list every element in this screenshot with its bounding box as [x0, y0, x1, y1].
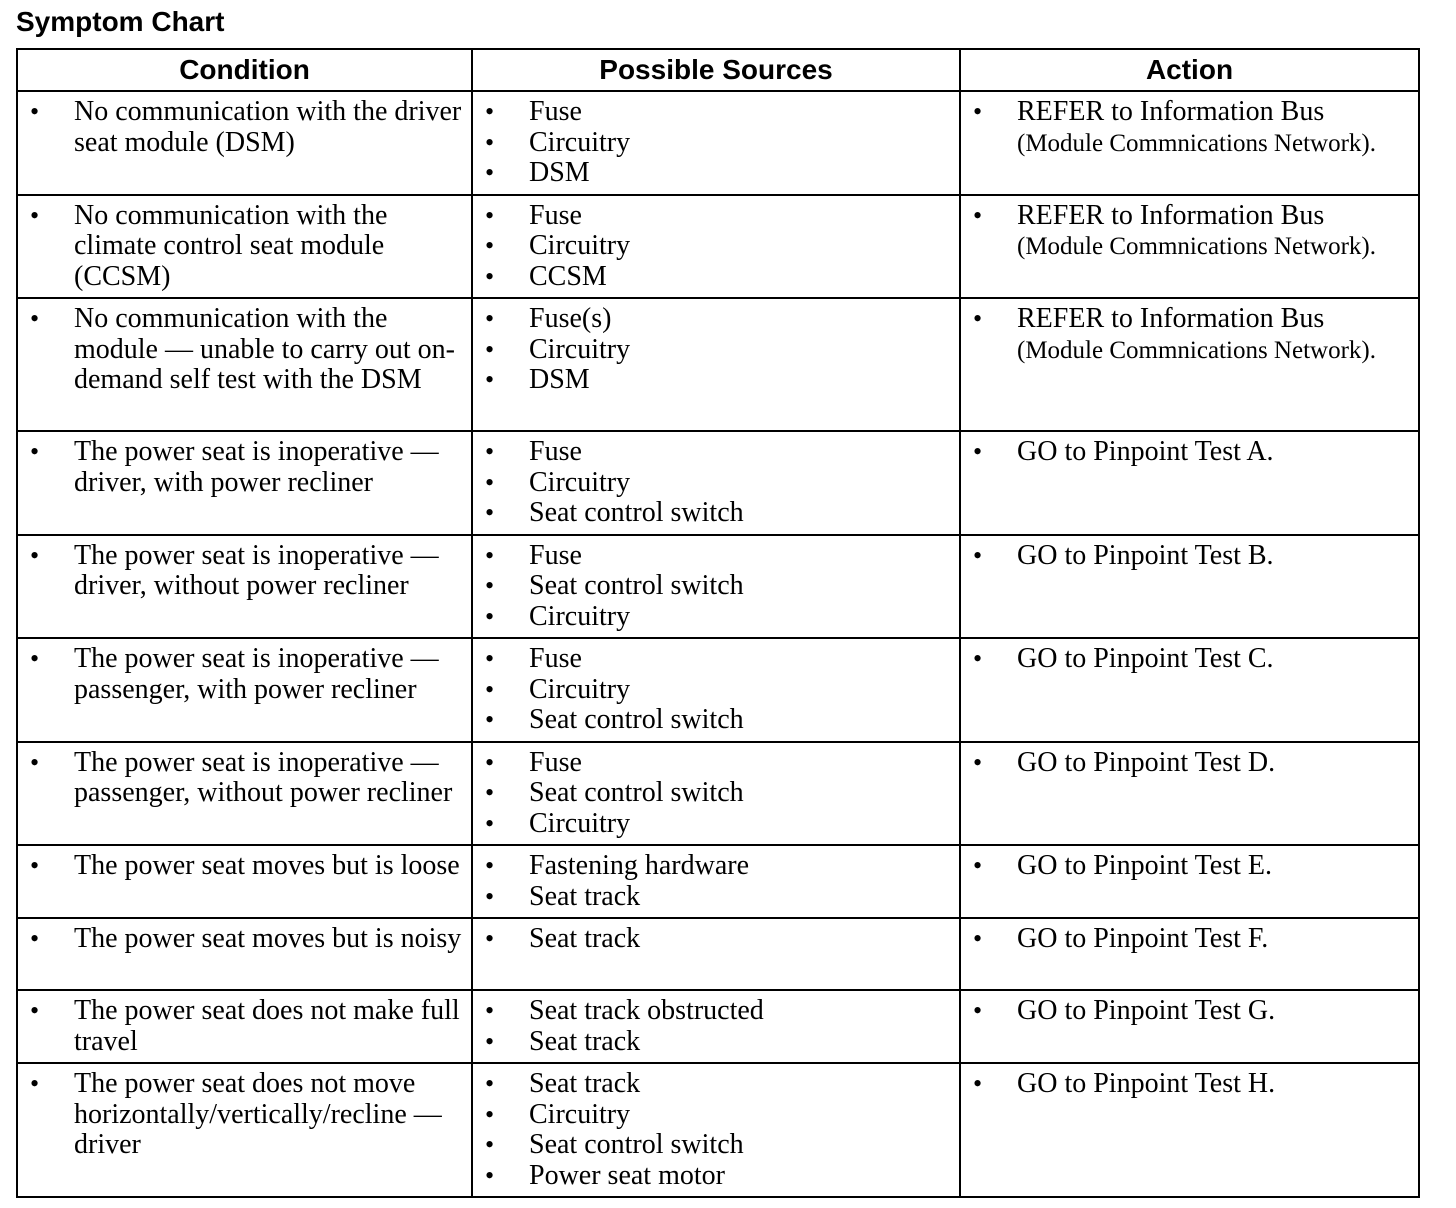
- source-item: • Fuse: [483, 541, 951, 572]
- condition-cell: [17, 1063, 472, 1197]
- condition-text: • The power seat is inoperative — passenger, without power recliner: [28, 748, 463, 809]
- source-item: • Fuse(s): [483, 304, 951, 335]
- condition-text: • No communication with the driver seat module (DSM): [28, 97, 463, 158]
- condition-cell: [17, 298, 472, 431]
- source-item: • Seat track: [483, 1027, 951, 1058]
- action-item: [971, 748, 1410, 779]
- source-item: • Seat control switch: [483, 778, 951, 809]
- action-item: [971, 437, 1410, 468]
- source-item: • Fuse: [483, 97, 951, 128]
- table-row: [17, 990, 1419, 1063]
- condition-cell: [17, 195, 472, 299]
- action-text: GO to Pinpoint Test B.: [1017, 539, 1274, 571]
- sources-cell: [472, 845, 960, 918]
- sources-cell: [472, 1063, 960, 1197]
- condition-text: • The power seat does not make full travel: [28, 996, 463, 1057]
- condition-text: • The power seat moves but is noisy: [28, 924, 463, 955]
- action-cell: [960, 918, 1419, 990]
- action-text: REFER to Information Bus: [1017, 303, 1325, 334]
- action-text: GO to Pinpoint Test G.: [1017, 995, 1276, 1026]
- action-text: GO to Pinpoint Test C.: [1017, 643, 1274, 674]
- table-row: [17, 1063, 1419, 1197]
- sources-cell: [472, 638, 960, 742]
- action-text: REFER to Information Bus: [1017, 96, 1325, 127]
- action-text: GO to Pinpoint Test E.: [1017, 850, 1272, 881]
- table-row: [17, 195, 1419, 299]
- source-item: • Fuse: [483, 748, 951, 779]
- source-item: • Seat track: [483, 1069, 951, 1100]
- action-cell: [960, 638, 1419, 742]
- condition-text: • The power seat does not move horizontally/vertically/recline — driver: [28, 1069, 463, 1161]
- action-item: [971, 996, 1410, 1027]
- source-item: • Seat track: [483, 882, 951, 913]
- table-row: [17, 298, 1419, 431]
- source-item: • Seat track obstructed: [483, 996, 951, 1027]
- table-row: [17, 431, 1419, 535]
- sources-cell: [472, 298, 960, 431]
- condition-cell: [17, 91, 472, 195]
- action-cell: [960, 431, 1419, 535]
- condition-text: • No communication with the climate control seat module (CCSM): [28, 201, 463, 293]
- table-row: [17, 918, 1419, 990]
- source-item: • Fuse: [483, 201, 951, 232]
- sources-cell: [472, 918, 960, 990]
- source-item: • Circuitry: [483, 809, 951, 840]
- header-action: Action: [960, 49, 1419, 91]
- action-cell: [960, 845, 1419, 918]
- action-cell: [960, 195, 1419, 299]
- condition-cell: [17, 535, 472, 639]
- table-row: [17, 91, 1419, 195]
- sources-cell: [472, 195, 960, 299]
- sources-cell: [472, 990, 960, 1063]
- source-item: • DSM: [483, 158, 951, 189]
- symptom-chart-table: [16, 48, 1420, 1198]
- sources-cell: [472, 742, 960, 846]
- header-possible-sources: Possible Sources: [472, 49, 960, 91]
- source-item: • Fuse: [483, 644, 951, 675]
- action-detail: (Module Commnications Network).: [1017, 336, 1376, 364]
- source-item: • Seat track: [483, 924, 951, 955]
- sources-cell: [472, 431, 960, 535]
- action-cell: [960, 91, 1419, 195]
- action-cell: [960, 298, 1419, 431]
- condition-cell: [17, 918, 472, 990]
- action-cell: [960, 1063, 1419, 1197]
- source-item: • Circuitry: [483, 231, 951, 262]
- action-item: [971, 201, 1410, 263]
- action-item: [971, 304, 1410, 366]
- action-item: [971, 644, 1410, 675]
- source-item: • Circuitry: [483, 128, 951, 159]
- source-item: • Seat control switch: [483, 1130, 951, 1161]
- action-detail: (Module Commnications Network).: [1017, 233, 1376, 260]
- condition-cell: [17, 638, 472, 742]
- source-item: • Circuitry: [483, 602, 951, 633]
- source-item: • Fastening hardware: [483, 851, 951, 882]
- condition-cell: [17, 845, 472, 918]
- table-row: [17, 742, 1419, 846]
- source-item: • DSM: [483, 365, 951, 396]
- table-row: [17, 845, 1419, 918]
- sources-cell: [472, 535, 960, 639]
- action-text: GO to Pinpoint Test D.: [1017, 746, 1276, 778]
- action-cell: [960, 990, 1419, 1063]
- condition-text: • The power seat moves but is loose: [28, 851, 463, 882]
- source-item: • Circuitry: [483, 468, 951, 499]
- source-item: • Circuitry: [483, 335, 951, 366]
- sources-cell: [472, 91, 960, 195]
- header-condition: Condition: [17, 49, 472, 91]
- action-item: [971, 924, 1410, 955]
- condition-text: • The power seat is inoperative — driver, without power recliner: [28, 541, 463, 602]
- action-item: [971, 1069, 1410, 1100]
- source-item: • Seat control switch: [483, 498, 951, 529]
- condition-cell: [17, 742, 472, 846]
- chart-title: Symptom Chart: [16, 6, 225, 37]
- table-row: [17, 535, 1419, 639]
- source-item: • Circuitry: [483, 675, 951, 706]
- action-detail: (Module Commnications Network).: [1017, 129, 1376, 157]
- source-item: • Seat control switch: [483, 705, 951, 736]
- condition-cell: [17, 431, 472, 535]
- condition-cell: [17, 990, 472, 1063]
- condition-text: • No communication with the module — unable to carry out on-demand self test with the DSM: [28, 304, 463, 396]
- action-text: GO to Pinpoint Test A.: [1017, 436, 1274, 467]
- source-item: • Fuse: [483, 437, 951, 468]
- action-cell: [960, 535, 1419, 639]
- table-row: [17, 638, 1419, 742]
- action-text: GO to Pinpoint Test F.: [1017, 923, 1269, 954]
- action-item: [971, 541, 1410, 572]
- action-cell: [960, 742, 1419, 846]
- source-item: • Seat control switch: [483, 571, 951, 602]
- condition-text: • The power seat is inoperative — driver, with power recliner: [28, 437, 463, 498]
- action-text: REFER to Information Bus: [1017, 199, 1325, 231]
- header-row: [17, 49, 1419, 91]
- source-item: • CCSM: [483, 262, 951, 293]
- source-item: • Power seat motor: [483, 1161, 951, 1192]
- condition-text: • The power seat is inoperative — passenger, with power recliner: [28, 644, 463, 705]
- action-item: [971, 97, 1410, 159]
- source-item: • Circuitry: [483, 1100, 951, 1131]
- action-text: GO to Pinpoint Test H.: [1017, 1068, 1276, 1099]
- table-body: [17, 91, 1419, 1197]
- action-item: [971, 851, 1410, 882]
